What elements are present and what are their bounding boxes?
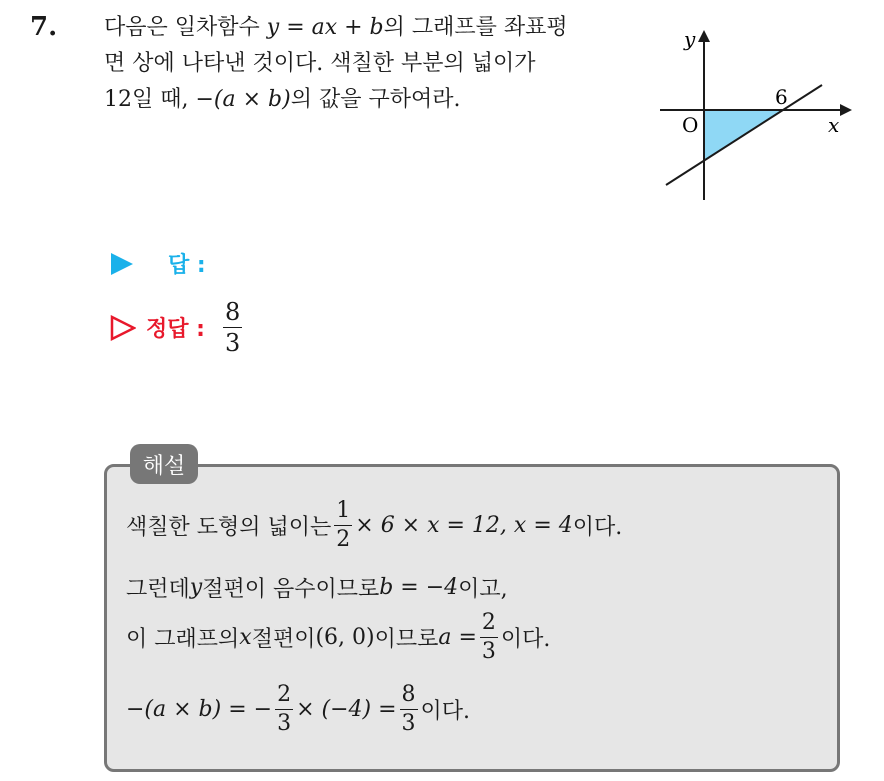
solution-line-1-fraction: $\frac{1}{2}$	[336, 498, 351, 552]
solution-tab: 해설	[130, 444, 198, 484]
correct-answer-label: 정답 :	[146, 317, 205, 342]
solution-line-1-pre: 색칠한 도형의 넓이는	[126, 515, 332, 540]
solution-line-3-point: (6, 0)	[315, 625, 375, 650]
solution-line-2-expr: b = −4	[379, 575, 459, 600]
origin-label: O	[682, 113, 699, 137]
question-number: 7.	[30, 12, 58, 42]
outline-triangle-icon	[110, 315, 136, 341]
solution-line-1-post: 이다.	[572, 515, 623, 540]
solution-line-4-fraction-1: $\frac{2}{3}$	[277, 682, 292, 736]
question-target-expr: −(a × b)	[195, 87, 291, 112]
question-line-1	[104, 10, 644, 46]
question-line-2: 면 상에 나타낸 것이다. 색칠한 부분의 넓이가	[104, 51, 536, 76]
x-axis-label: x	[828, 113, 840, 137]
play-triangle-icon	[110, 252, 134, 276]
solution-line-1-expr: × 6 × x = 12, x = 4	[355, 513, 573, 538]
question-equation: y = ax + b	[266, 15, 384, 40]
correct-answer-numerator: 8	[224, 298, 241, 326]
solution-line-1	[126, 500, 622, 551]
solution-line-4: −(a × b) = − $\frac{2}{3}$ × (−4) = $\frac{8}{3}$ 이다.	[126, 682, 471, 736]
solution-line-3-fraction: $\frac{2}{3}$	[481, 610, 496, 664]
correct-answer-row	[110, 300, 245, 355]
question-line-3-post: 의 값을 구하여라.	[290, 87, 461, 112]
question-text	[104, 10, 644, 118]
y-axis-label: y	[684, 27, 696, 51]
correct-answer-denominator: 3	[224, 329, 241, 357]
question-line-1-post: 의 그래프를 좌표평	[383, 15, 568, 40]
question-line-3-pre: 12일 때,	[104, 87, 196, 112]
answer-label: 답 :	[168, 253, 206, 278]
question-line-3	[104, 82, 644, 118]
correct-answer-fraction	[223, 300, 242, 355]
answer-row	[110, 248, 206, 279]
solution-line-4-fraction-2: $\frac{8}{3}$	[401, 682, 416, 736]
x-intercept-label: 6	[775, 85, 788, 109]
solution-line-2: 그런데 y 절편이 음수이므로 b = −4 이고,	[126, 575, 508, 602]
solution-line-3: 이 그래프의 x 절편이 (6, 0) 이므로 a = $\frac{2}{3}$ 이다.	[126, 610, 551, 664]
y-axis-arrow-icon	[698, 30, 710, 42]
x-axis-arrow-icon	[840, 104, 852, 116]
question-line-1-pre: 다음은 일차함수	[104, 15, 267, 40]
function-graph	[660, 22, 860, 202]
